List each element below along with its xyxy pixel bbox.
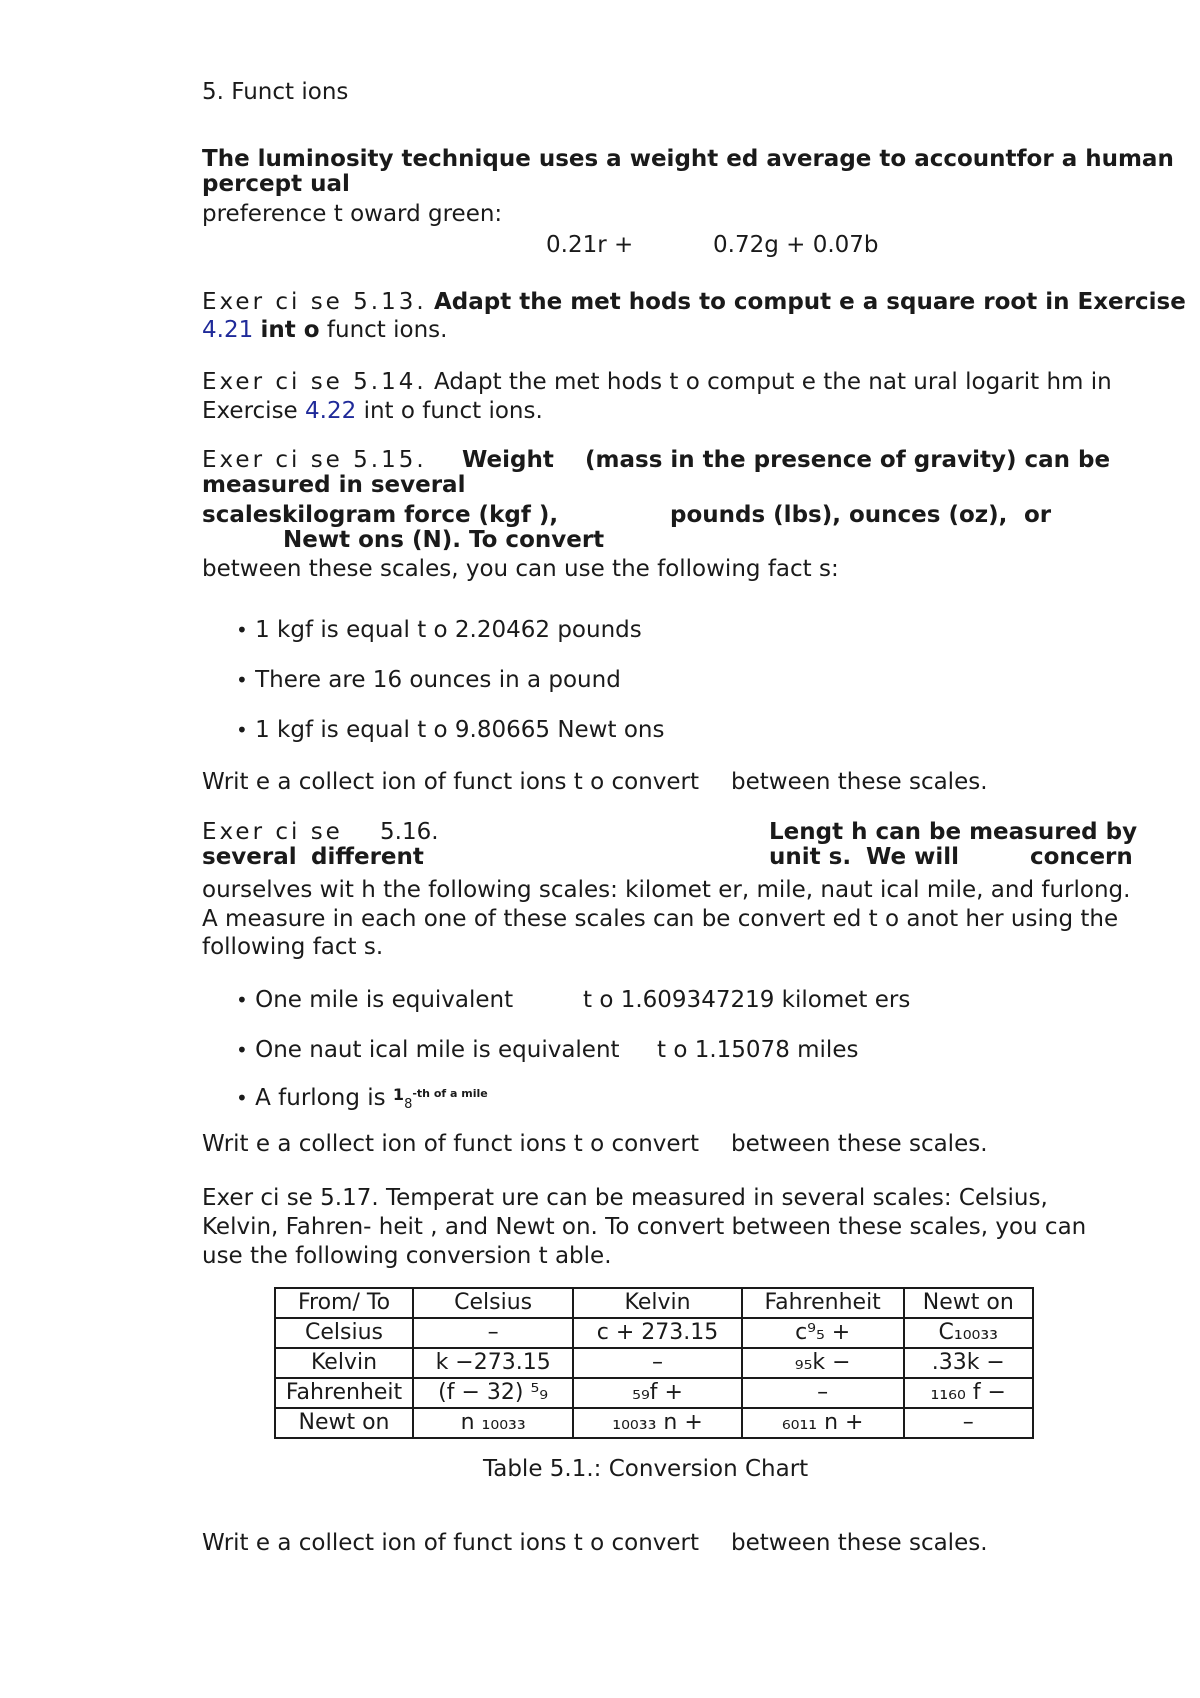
table-row-header: Kelvin (275, 1348, 413, 1378)
exercise-text: or (1024, 502, 1052, 528)
intro-line-1: The luminosity technique uses a weight ed average to accountfor a human (202, 146, 1174, 172)
formula-part-b: 0.72g + 0.07b (713, 232, 879, 258)
table-cell: – (573, 1348, 741, 1378)
exercise-5-14-line-2 (202, 399, 543, 423)
exercise-closing: Writ e a collect ion of funct ions t o convert (202, 769, 700, 795)
exercise-text: (mass in the presence of gravity) can be (585, 447, 1111, 473)
intro-line-2: percept ual (202, 171, 350, 197)
table-cell: c + 273.15 (573, 1318, 741, 1348)
exercise-text: kilogram force (kgf ), (282, 502, 559, 528)
exercise-closing: between these scales. (731, 1530, 988, 1556)
exercise-text: int o (260, 317, 320, 343)
exercise-text: following fact s. (202, 934, 384, 960)
table-cell: ₉₅k − (742, 1348, 904, 1378)
exercise-label: Exer ci se (202, 819, 343, 845)
exercise-text: pounds (lbs), ounces (oz), (670, 502, 1008, 528)
exercise-label: Exer ci se 5.15. (202, 447, 427, 473)
list-item (236, 988, 513, 1012)
list-item-text: t o 1.15078 miles (657, 1037, 859, 1063)
table-row (275, 1408, 1033, 1438)
list-item-text: 1 kgf is equal t o 2.20462 pounds (255, 617, 642, 643)
bullet-icon: • (236, 1086, 248, 1110)
exercise-text: Adapt the met hods t o comput e the nat ural logarit hm in (433, 369, 1112, 395)
exercise-text: concern (1030, 844, 1133, 870)
exercise-text: int o funct ions. (363, 398, 543, 424)
table-row (275, 1378, 1033, 1408)
exercise-ref-link[interactable]: 4.22 (305, 398, 357, 424)
exercise-closing: Writ e a collect ion of funct ions t o convert (202, 1530, 700, 1556)
table-header-cell: Newt on (904, 1288, 1033, 1318)
list-item (236, 718, 664, 742)
list-item (236, 1086, 488, 1112)
list-item-text: A furlong is (255, 1085, 386, 1111)
table-row-header: Newt on (275, 1408, 413, 1438)
exercise-ref-link[interactable]: 4.21 (202, 317, 254, 343)
bullet-icon: • (236, 668, 248, 692)
table-caption: Table 5.1.: Conversion Chart (483, 1456, 809, 1482)
exercise-label: Exer ci se 5.13. (202, 289, 427, 315)
exercise-text: Adapt the met hods to comput e a square root in Exercise (433, 289, 1186, 315)
table-cell: ₅₉f + (573, 1378, 741, 1408)
exercise-5-13 (202, 290, 1186, 314)
table-header-cell: Fahrenheit (742, 1288, 904, 1318)
bullet-icon: • (236, 718, 248, 742)
table-header-cell: Kelvin (573, 1288, 741, 1318)
table-cell: (f − 32) ⁵₉ (413, 1378, 573, 1408)
table-cell: n ₁₀₀₃₃ (413, 1408, 573, 1438)
table-cell: .33k − (904, 1348, 1033, 1378)
table-cell: – (413, 1318, 573, 1348)
bullet-icon: • (236, 988, 248, 1012)
exercise-text: Exercise (202, 398, 298, 424)
list-item-text: t o 1.609347219 kilomet ers (583, 987, 911, 1013)
list-item (236, 1038, 620, 1062)
fraction-suffix: -th of a mile (412, 1087, 488, 1100)
list-item-text: One mile is equivalent (255, 987, 514, 1013)
section-title: 5. Funct ions (202, 79, 349, 105)
table-row (275, 1318, 1033, 1348)
exercise-text: Kelvin, Fahren- heit , and Newt on. To convert between these scales, you can (202, 1214, 1087, 1240)
exercise-text: Lengt h can be measured by (769, 819, 1138, 845)
list-item (236, 668, 621, 692)
table-cell: k −273.15 (413, 1348, 573, 1378)
table-header-cell: Celsius (413, 1288, 573, 1318)
exercise-5-14 (202, 370, 1112, 394)
table-cell: ₁₁₆₀ f − (904, 1378, 1033, 1408)
conversion-table (274, 1287, 1034, 1439)
exercise-text: funct ions. (326, 317, 448, 343)
list-item-text: One naut ical mile is equivalent (255, 1037, 620, 1063)
exercise-text: several (202, 844, 297, 870)
exercise-text: ourselves wit h the following scales: kilomet er, mile, naut ical mile, and furlong. (202, 877, 1131, 903)
exercise-text: scales: (202, 502, 292, 528)
exercise-label: Exer ci se 5.14. (202, 369, 427, 395)
table-row-header: Celsius (275, 1318, 413, 1348)
bullet-icon: • (236, 618, 248, 642)
table-cell: – (904, 1408, 1033, 1438)
intro-line-3: preference t oward green: (202, 201, 503, 227)
list-item-text: 1 kgf is equal t o 9.80665 Newt ons (255, 717, 665, 743)
fraction-numerator: 1 (392, 1085, 405, 1104)
fraction-denominator: 8 (404, 1097, 413, 1112)
exercise-text: diﬀerent (311, 844, 424, 870)
exercise-closing: between these scales. (731, 769, 988, 795)
table-cell: C₁₀₀₃₃ (904, 1318, 1033, 1348)
table-header-cell: From/ To (275, 1288, 413, 1318)
exercise-text: between these scales, you can use the following fact s: (202, 556, 839, 582)
list-item-text: There are 16 ounces in a pound (255, 667, 621, 693)
exercise-text: A measure in each one of these scales can be convert ed t o anot her using the (202, 906, 1119, 932)
table-row-header: Fahrenheit (275, 1378, 413, 1408)
exercise-closing: Writ e a collect ion of funct ions t o convert (202, 1131, 700, 1157)
exercise-text: Exer ci se 5.17. Temperat ure can be measured in several scales: Celsius, (202, 1185, 1048, 1211)
exercise-text: Newt ons (N). To convert (283, 527, 605, 553)
table-row (275, 1348, 1033, 1378)
table-cell: c⁹₅ + (742, 1318, 904, 1348)
exercise-closing: between these scales. (731, 1131, 988, 1157)
exercise-text: unit s. (769, 844, 852, 870)
bullet-icon: • (236, 1038, 248, 1062)
exercise-text: use the following conversion t able. (202, 1243, 612, 1269)
table-cell: ₆₀₁₁ n + (742, 1408, 904, 1438)
table-header-row (275, 1288, 1033, 1318)
exercise-text: Weight (462, 447, 554, 473)
table-cell: – (742, 1378, 904, 1408)
exercise-text: We will (866, 844, 960, 870)
exercise-text: measured in several (202, 472, 466, 498)
exercise-number: 5.16. (380, 819, 439, 845)
exercise-5-13-line-2 (202, 318, 447, 342)
list-item (236, 618, 642, 642)
table-cell: ₁₀₀₃₃ n + (573, 1408, 741, 1438)
formula-part-a: 0.21r + (546, 232, 634, 258)
